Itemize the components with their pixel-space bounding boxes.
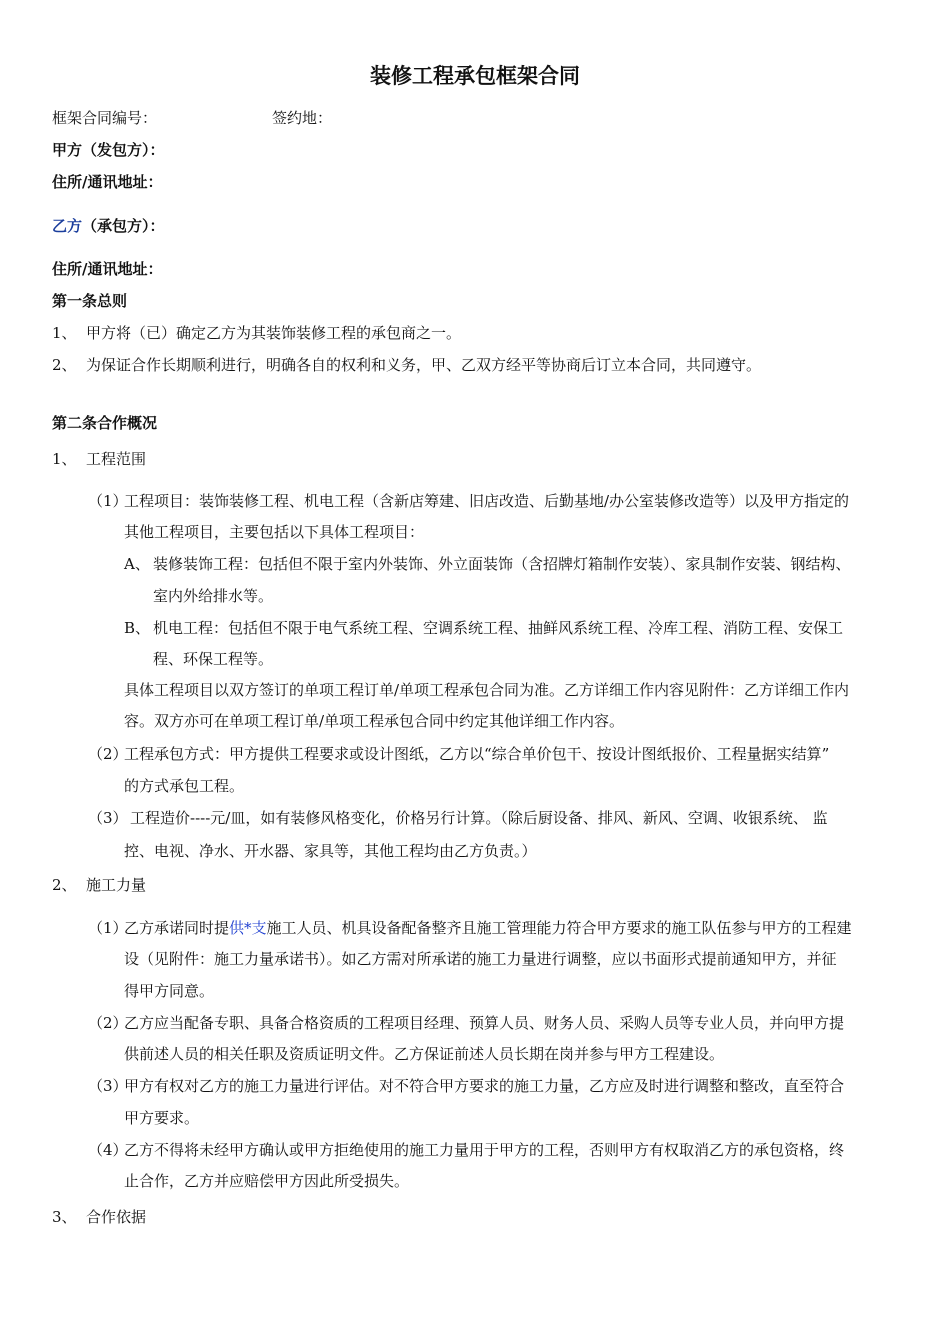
- scope-item-2-num: （2）: [88, 745, 128, 763]
- force-item-1-text-a: 乙方承诺同时提: [124, 919, 230, 937]
- force-item-1-text-b: 施工人员、机具设备配备整齐且施工管理能力符合甲方要求的施工队伍参与甲方的工程建: [266, 919, 852, 937]
- section-1-num: 1、: [52, 450, 77, 468]
- scope-item-2-line-1: 工程承包方式：甲方提供工程要求或设计图纸，乙方以“综合单价包干、按设计图纸报价、工程量据实结算”: [124, 745, 830, 763]
- force-item-1-num: （1）: [88, 919, 128, 937]
- force-item-1-line-1: [124, 917, 852, 939]
- contract-number-label: 框架合同编号：: [52, 109, 158, 127]
- force-item-2-line-2: 供前述人员的相关任职及资质证明文件。乙方保证前述人员长期在岗并参与甲方工程建设。: [124, 1045, 725, 1063]
- scope-item-1-num: （1）: [88, 492, 128, 510]
- force-item-4-line-1: 乙方不得将未经甲方确认或甲方拒绝使用的施工力量用于甲方的工程，否则甲方有权取消乙方的承包资格，终: [124, 1141, 845, 1159]
- scope-a-line-1: 装修装饰工程：包括但不限于室内外装饰、外立面装饰（含招牌灯箱制作安装）、家具制作安装、钢结构、: [153, 555, 851, 573]
- section-3-title: 合作依据: [86, 1208, 147, 1226]
- scope-item-1-line-1: 工程项目：装饰装修工程、机电工程（含新店筹建、旧店改造、后勤基地/办公室装修改造等）以及甲方指定的: [124, 492, 850, 510]
- scope-item-3-line-2: 控、电视、净水、开水器、家具等，其他工程均由乙方负责。）: [124, 842, 537, 860]
- scope-b-num: B、: [124, 619, 151, 637]
- article-1-item-2-text: 为保证合作长期顺利进行，明确各自的权利和义务，甲、乙双方经平等协商后订立本合同，共同遵守。: [86, 356, 762, 374]
- party-a-label: 甲方（发包方）：: [52, 141, 165, 159]
- section-3-num: 3、: [52, 1208, 77, 1226]
- party-a-address-label: 住所/通讯地址：: [52, 173, 163, 191]
- scope-spec-line-1: 具体工程项目以双方签订的单项工程订单/单项工程承包合同为准。乙方详细工作内容见附件：乙方详细工作内: [124, 681, 850, 699]
- article-1-item-1-text: 甲方将（已）确定乙方为其装饰装修工程的承包商之一。: [86, 324, 462, 342]
- force-item-2-line-1: 乙方应当配备专职、具备合格资质的工程项目经理、预算人员、财务人员、采购人员等专业人员，并向甲方提: [124, 1014, 845, 1032]
- force-item-3-num: （3）: [88, 1077, 128, 1095]
- scope-item-1-line-2: 其他工程项目，主要包括以下具体工程项目：: [124, 523, 425, 541]
- party-b-label: [52, 215, 165, 237]
- scope-item-3-line-1: 工程造价----元/皿，如有装修风格变化，价格另行计算。（除后厨设备、排风、新风、空调、收银系统、 监: [130, 809, 828, 827]
- page-title: 装修工程承包框架合同: [370, 64, 580, 88]
- section-2-title: 施工力量: [86, 876, 147, 894]
- article-1-item-1-num: 1、: [52, 324, 77, 342]
- force-item-1-line-3: 得甲方同意。: [124, 982, 215, 1000]
- scope-a-num: A、: [124, 555, 150, 573]
- article-2-heading: 第二条合作概况: [52, 414, 158, 432]
- force-item-4-num: （4）: [88, 1141, 128, 1159]
- section-2-num: 2、: [52, 876, 77, 894]
- force-item-3-line-1: 甲方有权对乙方的施工力量进行评估。对不符合甲方要求的施工力量，乙方应及时进行调整和整改，直至符合: [124, 1077, 845, 1095]
- article-1-item-2-num: 2、: [52, 356, 77, 374]
- scope-b-line-2: 程、环保工程等。: [153, 650, 274, 668]
- scope-item-2-line-2: 的方式承包工程。: [124, 777, 245, 795]
- scope-a-line-2: 室内外给排水等。: [153, 587, 274, 605]
- section-1-title: 工程范围: [86, 450, 147, 468]
- party-b-name-label: 乙方: [52, 217, 83, 235]
- force-item-4-line-2: 止合作，乙方并应赔偿甲方因此所受损失。: [124, 1172, 410, 1190]
- force-item-1-line-2: 设（见附件：施工力量承诺书）。如乙方需对所承诺的施工力量进行调整，应以书面形式提前通知甲方，并征: [124, 950, 837, 968]
- scope-b-line-1: 机电工程：包括但不限于电气系统工程、空调系统工程、抽鲜风系统工程、冷库工程、消防工程、安保工: [153, 619, 844, 637]
- scope-item-3-num: （3）: [88, 809, 128, 827]
- party-b-address-label: 住所/通讯地址：: [52, 260, 163, 278]
- sign-place-label: 签约地：: [272, 109, 333, 127]
- party-b-role-label: （承包方）：: [82, 217, 165, 235]
- article-1-heading: 第一条总则: [52, 292, 128, 310]
- force-item-1-highlight: 供*支: [229, 919, 267, 937]
- force-item-3-line-2: 甲方要求。: [124, 1109, 200, 1127]
- scope-spec-line-2: 容。双方亦可在单项工程订单/单项工程承包合同中约定其他详细工作内容。: [124, 712, 625, 730]
- force-item-2-num: （2）: [88, 1014, 128, 1032]
